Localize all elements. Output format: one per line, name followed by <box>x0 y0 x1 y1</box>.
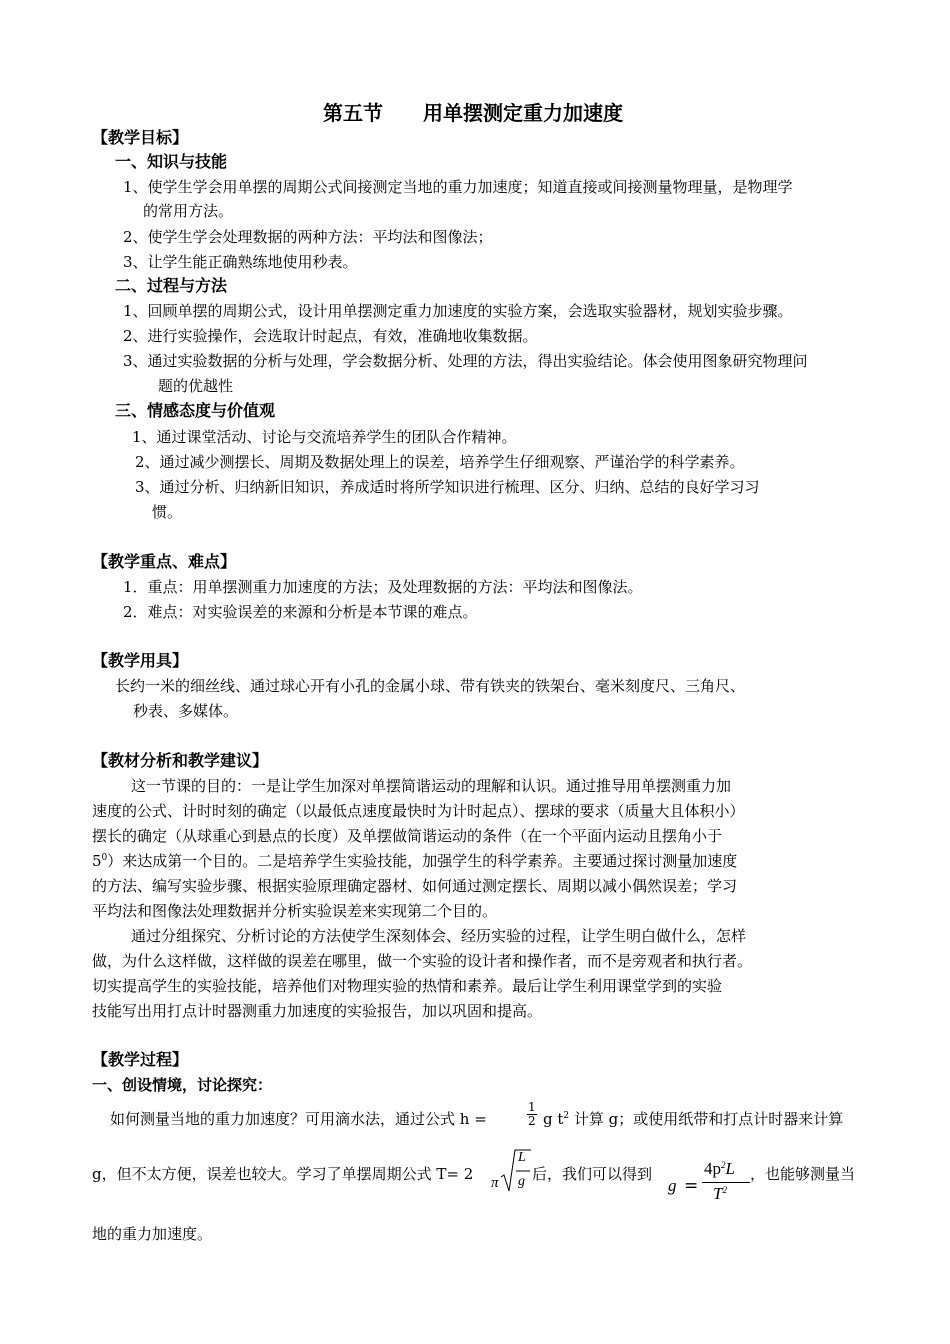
equation-denominator-T: T <box>713 1184 723 1203</box>
equation-numerator <box>704 1160 735 1178</box>
sqrt-denominator: g <box>518 1174 525 1189</box>
list-item: 1、回顾单摆的周期公式，设计用单摆测定重力加速度的实验方案，会选取实验器材，规划实验步骤。 <box>123 302 793 320</box>
exponent: 2 <box>563 1111 570 1121</box>
analysis-angle-line <box>92 850 737 872</box>
angle-degree: 0 <box>101 853 108 863</box>
analysis-line: 这一节课的目的：一是让学生加深对单摆简谐运动的理解和认识。通过推导用单摆测重力加 <box>131 777 732 795</box>
analysis-line: 速度的公式、计时时刻的确定（以最低点速度最快时为计时起点）、摆球的要求（质量大且体积小） <box>92 802 745 820</box>
list-item: 3、通过实验数据的分析与处理，学会数据分析、处理的方法，得出实验结论。体会使用图象研究物理问 <box>123 352 808 370</box>
equation-g: g <box>668 1176 677 1195</box>
tools-heading: 【教学用具】 <box>92 651 189 670</box>
keypoints-heading: 【教学重点、难点】 <box>92 552 237 571</box>
list-item: 2、通过减少测摆长、周期及数据处理上的误差，培养学生仔细观察、严谨治学的科学素养。 <box>135 453 745 471</box>
sqrt-radical <box>500 1147 532 1195</box>
exponent: 2 <box>721 1160 726 1170</box>
tools-text: 长约一米的细丝线、通过球心开有小孔的金属小球、带有铁夹的铁架台、毫米刻度尺、三角尺、 <box>115 677 746 695</box>
analysis-line: 通过分组探究、分析讨论的方法使学生深刻体会、经历实验的过程，让学生明白做什么，怎样 <box>131 927 747 945</box>
formula-text: g t <box>543 1110 564 1128</box>
equation-denominator <box>713 1185 727 1203</box>
formula-paragraph-line <box>92 1163 473 1185</box>
process-method-heading: 二、过程与方法 <box>115 276 228 295</box>
tools-text: 秒表、多媒体。 <box>133 702 239 720</box>
analysis-line: 技能写出用打点计时器测重力加速度的实验报告，加以巩固和提高。 <box>92 1002 543 1020</box>
analysis-heading: 【教材分析和教学建议】 <box>92 751 269 770</box>
list-item: 题的优越性 <box>158 377 234 395</box>
teaching-process-heading: 【教学过程】 <box>92 1050 189 1069</box>
angle-suffix: ） <box>107 852 123 870</box>
analysis-line: 的方法、编写实验步骤、根据实验原理确定器材、如何通过测定摆长、周期以减小偶然误差；学习 <box>92 877 738 895</box>
sqrt-numerator: L <box>518 1150 526 1165</box>
fraction-one-half <box>527 1101 537 1128</box>
analysis-line: 平均法和图像法处理数据并分析实验误差来实现第二个目的。 <box>92 902 498 920</box>
formula-text: ，也能够测量当 <box>750 1165 856 1183</box>
list-item: 2．难点：对实验误差的来源和分析是本节课的难点。 <box>123 603 478 621</box>
equation-numerator-L: L <box>725 1159 735 1178</box>
pi-symbol: π <box>491 1175 499 1191</box>
analysis-line: 摆长的确定（从球重心到悬点的长度）及单摆做简谐运动的条件（在一个平面内运动且摆角小于 <box>92 827 723 845</box>
equation-numerator-text: 4p <box>704 1159 721 1178</box>
analysis-line: 做，为什么这样做，这样做的误差在哪里，做一个实验的设计者和操作者，而不是旁观者和执行者。 <box>92 952 753 970</box>
analysis-line: 切实提高学生的实验技能，培养他们对物理实验的热情和素养。最后让学生利用课堂学到的实验 <box>92 977 723 995</box>
list-item: 2、进行实验操作，会选取计时起点，有效，准确地收集数据。 <box>123 327 538 345</box>
list-item: 1、使学生学会用单摆的周期公式间接测定当地的重力加速度；知道直接或间接测量物理量，是物理学 <box>123 178 793 196</box>
fraction-numerator: 1 <box>528 1100 536 1114</box>
section-heading: 一、创设情境，讨论探究： <box>92 1076 273 1094</box>
objectives-heading: 【教学目标】 <box>92 128 189 147</box>
paragraph-line: 地的重力加速度。 <box>92 1225 213 1243</box>
fraction-denominator: 2 <box>528 1114 536 1128</box>
list-item: 1、通过课堂活动、讨论与交流培养学生的团队合作精神。 <box>132 428 517 446</box>
knowledge-heading: 一、知识与技能 <box>115 152 228 171</box>
list-item: 的常用方法。 <box>143 202 234 220</box>
angle-value: 5 <box>92 852 102 870</box>
analysis-line: 来达成第一个目的。二是培养学生实验技能，加强学生的科学素养。主要通过探讨测量加速度 <box>122 852 738 870</box>
emotion-heading: 三、情感态度与价值观 <box>115 401 276 420</box>
formula-text: g，但不太方便，误差也较大。学习了单摆周期公式 T= 2 <box>92 1165 474 1183</box>
formula-text: 后，我们可以得到 <box>532 1165 653 1183</box>
list-item: 1．重点：用单摆测重力加速度的方法；及处理数据的方法：平均法和图像法。 <box>123 578 643 596</box>
formula-text: 计算 g；或使用纸带和打点计时器来计算 <box>569 1110 844 1128</box>
formula-paragraph-line <box>110 1108 487 1130</box>
exponent: 2 <box>722 1185 727 1195</box>
list-item: 惯。 <box>152 503 183 521</box>
fraction-bar <box>702 1182 750 1183</box>
formula-continuation <box>543 1108 843 1130</box>
formula-text: 如何测量当地的重力加速度？可用滴水法，通过公式 h = <box>110 1110 487 1128</box>
list-item: 2、使学生学会处理数据的两种方法：平均法和图像法； <box>123 228 493 246</box>
list-item: 3、让学生能正确熟练地使用秒表。 <box>123 253 358 271</box>
list-item: 3、通过分析、归纳新旧知识，养成适时将所学知识进行梳理、区分、归纳、总结的良好学习习 <box>135 478 760 496</box>
equation-equals: = <box>684 1176 699 1196</box>
page-title: 第五节 用单摆测定重力加速度 <box>323 101 623 125</box>
